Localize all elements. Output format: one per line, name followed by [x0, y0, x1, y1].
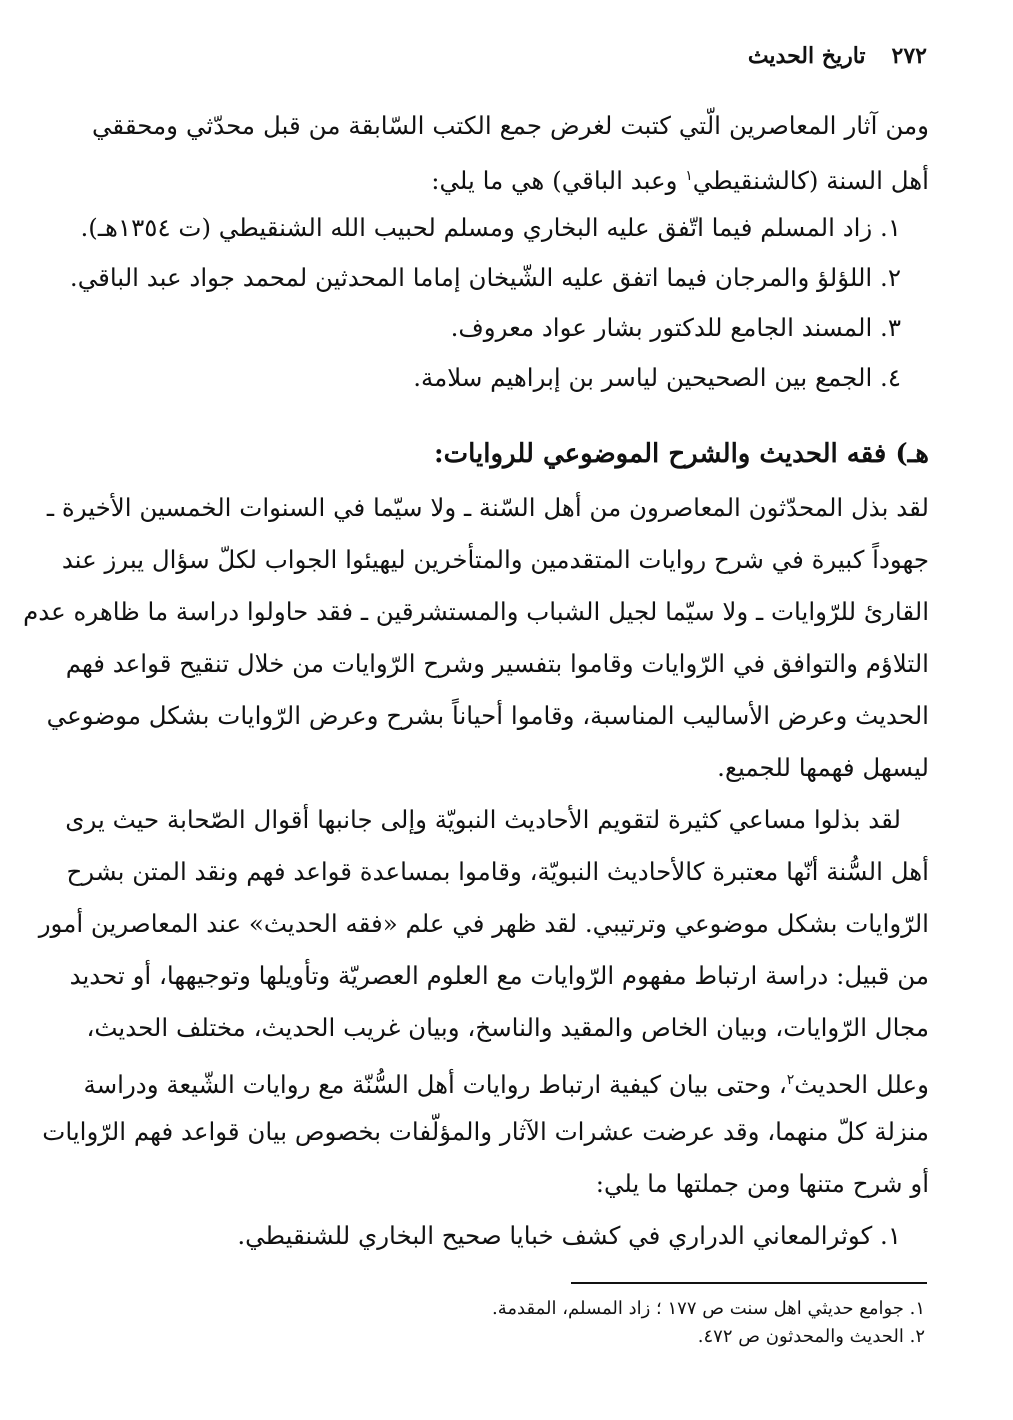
paragraph-text: أهل السنة (كالشنقيطي: [692, 166, 929, 196]
footnote-divider: [571, 1282, 927, 1284]
list-item: ١. زاد المسلم فيما اتّفق عليه البخاري ومسلم لحبيب الله الشنقيطي (ت ١٣٥٤هـ).: [80, 213, 901, 242]
footnote: ١. جوامع حديثي اهل سنت ص ١٧٧ ؛ زاد المسلم، المقدمة.: [492, 1298, 925, 1319]
paragraph-line-with-footnote-ref: [431, 154, 929, 198]
paragraph-line: القارئ للرّوايات ـ ولا سيّما لجيل الشباب والمستشرقين ـ فقد حاولوا دراسة ما ظاهره عدم: [23, 597, 929, 626]
list-item: ١. كوثرالمعاني الدراري في كشف خبايا صحيح البخاري للشنقيطي.: [237, 1221, 901, 1250]
paragraph-line: ومن آثار المعاصرين الّتي كتبت لغرض جمع الكتب السّابقة من قبل محدّثي ومحققي: [92, 111, 929, 140]
paragraph-line: منزلة كلّ منهما، وقد عرضت عشرات الآثار والمؤلّفات بخصوص بيان قواعد فهم الرّوايات: [42, 1117, 929, 1146]
paragraph-line-with-footnote-ref: [83, 1058, 929, 1102]
footnote: ٢. الحديث والمحدثون ص ٤٧٢.: [697, 1326, 925, 1347]
footnote-ref[interactable]: ١: [685, 168, 693, 184]
paragraph-line: التلاؤم والتوافق في الرّوايات وقاموا بتفسير وشرح الرّوايات من خلال تنقيح قواعد فهم: [65, 649, 929, 678]
paragraph-line: من قبيل: دراسة ارتباط مفهوم الرّوايات مع العلوم العصريّة وتأويلها وتوجيهها، أو تحديد: [69, 961, 929, 990]
paragraph-text: وعلل الحديث: [794, 1070, 929, 1100]
paragraph-line: الرّوايات بشكل موضوعي وترتيبي. لقد ظهر في علم «فقه الحديث» عند المعاصرين أمور: [38, 909, 929, 938]
paragraph-line: لقد بذل المحدّثون المعاصرون من أهل السّنة ـ ولا سيّما في السنوات الخمسين الأخيرة ـ: [46, 493, 929, 522]
running-title: تاريخ الحديث: [747, 43, 866, 69]
paragraph-text: وعبد الباقي) هي ما يلي:: [431, 166, 686, 196]
paragraph-line: مجال الرّوايات، وبيان الخاص والمقيد والناسخ، وبيان غريب الحديث، مختلف الحديث،: [86, 1013, 929, 1042]
paragraph-line: ليسهل فهمها للجميع.: [717, 753, 929, 782]
paragraph-line: جهوداً كبيرة في شرح روايات المتقدمين والمتأخرين ليهيئوا الجواب لكلّ سؤال يبرز عند: [61, 545, 929, 574]
running-header: [627, 36, 927, 76]
paragraph-line: أو شرح متنها ومن جملتها ما يلي:: [595, 1169, 929, 1198]
list-item: ٤. الجمع بين الصحيحين لياسر بن إبراهيم سلامة.: [413, 363, 901, 392]
footnote-ref[interactable]: ٢: [786, 1072, 795, 1088]
page-number: ٢٧٢: [891, 43, 927, 69]
list-item: ٢. اللؤلؤ والمرجان فيما اتفق عليه الشّيخان إماما المحدثين لمحمد جواد عبد الباقي.: [69, 263, 901, 292]
paragraph-line: الحديث وعرض الأساليب المناسبة، وقاموا أحياناً بشرح وعرض الرّوايات بشكل موضوعي: [46, 701, 929, 730]
paragraph-text: ، وحتى بيان كيفية ارتباط روايات أهل السُّنّة مع روايات الشّيعة ودراسة: [83, 1070, 787, 1100]
section-heading: هـ) فقه الحديث والشرح الموضوعي للروايات:: [434, 439, 929, 469]
paragraph-line: لقد بذلوا مساعي كثيرة لتقويم الأحاديث النبويّة وإلى جانبها أقوال الصّحابة حيث يرى: [65, 805, 901, 834]
list-item: ٣. المسند الجامع للدكتور بشار عواد معروف.: [450, 313, 901, 342]
paragraph-line: أهل السُّنة أنّها معتبرة كالأحاديث النبويّة، وقاموا بمساعدة قواعد فهم ونقد المتن بشرح: [66, 857, 929, 886]
